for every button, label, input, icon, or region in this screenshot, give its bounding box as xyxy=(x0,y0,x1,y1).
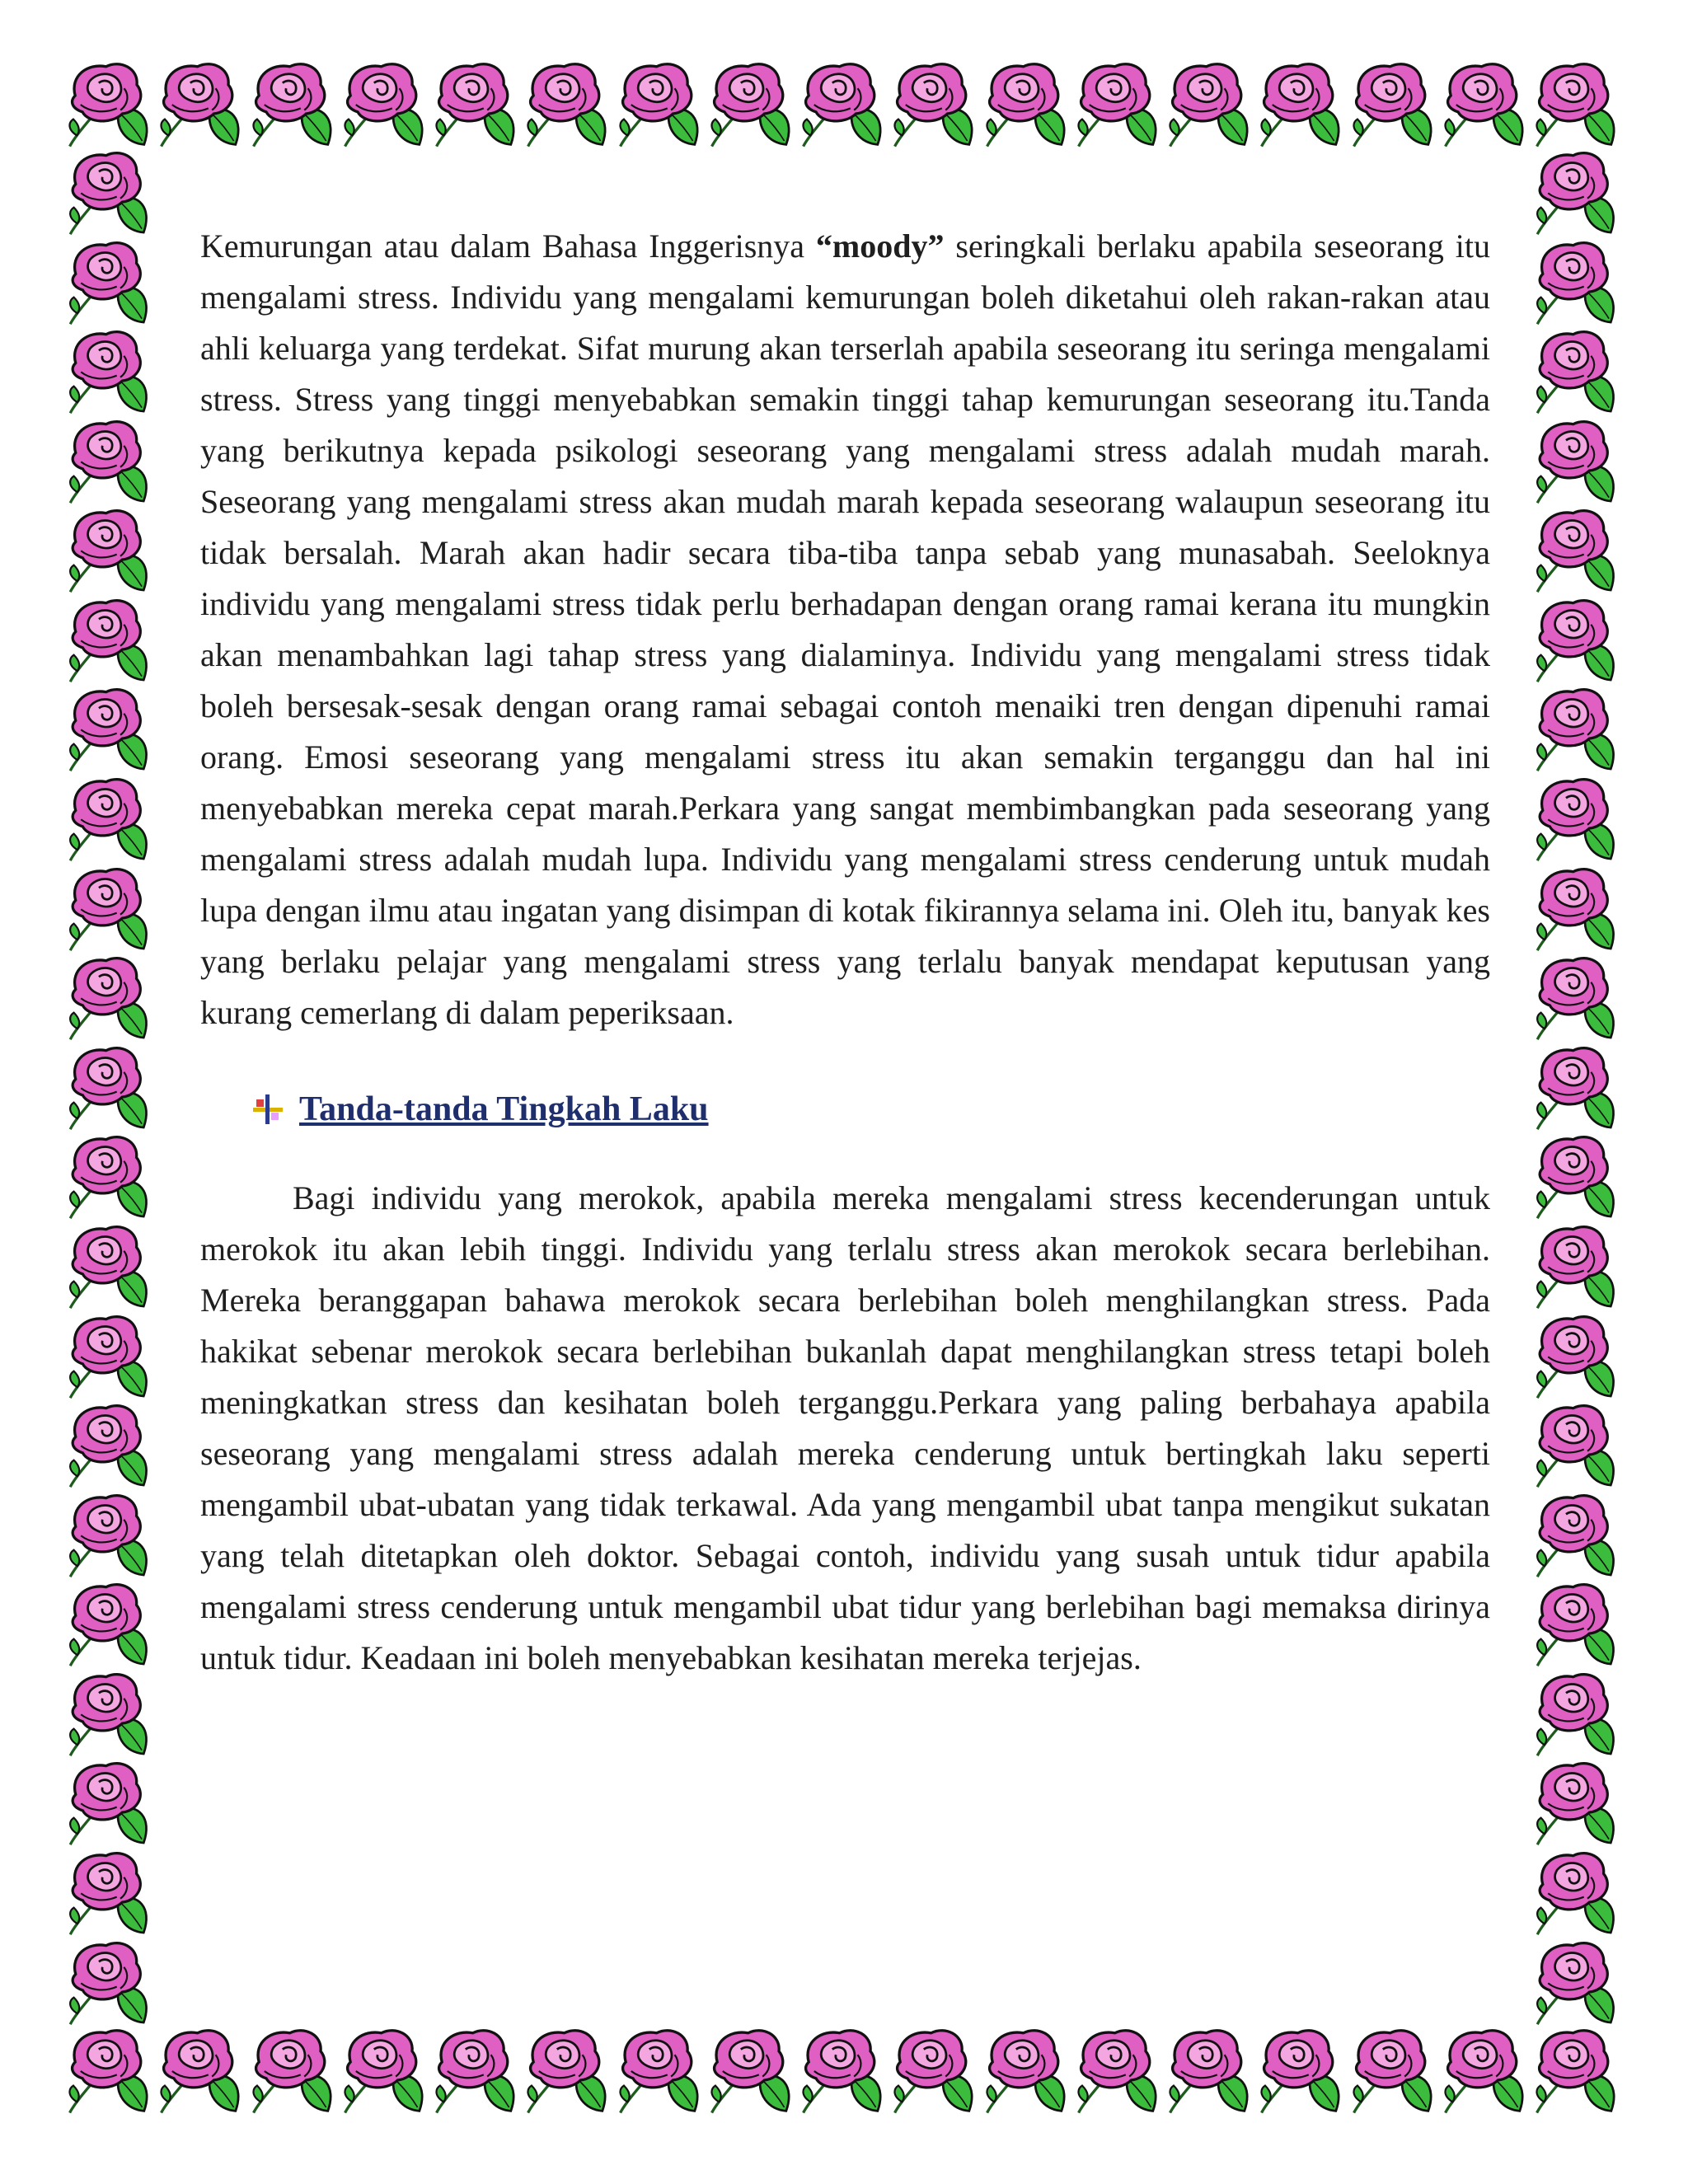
rose-icon xyxy=(1073,2026,1164,2116)
rose-icon xyxy=(1073,59,1164,150)
rose-icon xyxy=(64,865,155,954)
rose-icon xyxy=(248,2026,339,2116)
rose-icon xyxy=(1531,775,1622,865)
rose-icon xyxy=(1440,2026,1531,2116)
rose-icon xyxy=(64,1580,155,1670)
rose-icon xyxy=(706,2026,797,2116)
rose-icon xyxy=(615,2026,706,2116)
rose-icon xyxy=(64,238,155,328)
para1-intro: Kemurungan atau dalam Bahasa Inggerisnya xyxy=(200,227,816,265)
rose-icon xyxy=(1531,1043,1622,1133)
rose-icon xyxy=(64,506,155,596)
rose-icon xyxy=(64,1043,155,1133)
rose-icon xyxy=(1531,865,1622,954)
rose-icon xyxy=(64,1491,155,1581)
rose-icon xyxy=(1531,1222,1622,1312)
rose-icon xyxy=(64,1312,155,1402)
rose-icon xyxy=(1440,59,1531,150)
rose-border-bottom xyxy=(64,2026,1622,2116)
rose-icon xyxy=(156,2026,246,2116)
rose-icon xyxy=(64,596,155,686)
rose-icon xyxy=(1531,417,1622,507)
rose-icon xyxy=(64,148,155,238)
rose-icon xyxy=(615,59,706,150)
paragraph-kemurungan xyxy=(200,221,1490,1038)
para1-body: seringkali berlaku apabila seseorang itu mengalami stress. Individu yang mengalami kemurungan boleh diketahui oleh rakan-rakan atau ahli keluarga yang terdekat. Sifat murung akan terserlah apabila seseorang itu seringa mengalami stress. Stress yang tinggi menyebabkan semakin tinggi tahap kemurungan seseorang itu.Tanda yang berikutnya kepada psikologi seseorang yang mengalami stress adalah mudah marah. Seseorang yang mengalami stress akan mudah marah kepada seseorang walaupun seseorang itu tidak bersalah. Marah akan hadir secara tiba-tiba tanpa sebab yang munasabah. Seeloknya individu yang mengalami stress tidak perlu berhadapan dengan orang ramai kerana itu mungkin akan menambahkan lagi tahap stress yang dialaminya. Individu yang mengalami stress tidak boleh bersesak-sesak dengan orang ramai sebagai contoh menaiki tren dengan dipenuhi ramai orang. Emosi seseorang yang mengalami stress itu akan semakin terganggu dan hal ini menyebabkan mereka cepat marah.Perkara yang sangat membimbangkan pada seseorang yang mengalami stress adalah mudah lupa. Individu yang mengalami stress cenderung untuk mudah lupa dengan ilmu atau ingatan yang disimpan di kotak fikirannya selama ini. Oleh itu, banyak kes yang berlaku pelajar yang mengalami stress yang terlalu banyak mendapat keputusan yang kurang cemerlang di dalam peperiksaan. xyxy=(200,227,1490,1031)
rose-icon xyxy=(1531,506,1622,596)
rose-icon xyxy=(340,2026,430,2116)
rose-icon xyxy=(1531,1759,1622,1849)
rose-icon xyxy=(64,1938,155,2028)
rose-icon xyxy=(1531,1132,1622,1222)
rose-icon xyxy=(1531,596,1622,686)
rose-icon xyxy=(523,59,613,150)
rose-icon xyxy=(1531,59,1622,150)
rose-icon xyxy=(1531,954,1622,1043)
rose-icon xyxy=(798,2026,889,2116)
rose-icon xyxy=(1531,685,1622,775)
rose-icon xyxy=(1165,59,1255,150)
paragraph-tingkah-laku: Bagi individu yang merokok, apabila mereka mengalami stress kecenderungan untuk merokok itu akan lebih tinggi. Individu yang terlalu stress akan merokok secara berlebihan. Mereka beranggapan bahawa merokok secara berlebihan boleh menghilangkan stress. Pada hakikat sebenar merokok secara berlebihan bukanlah dapat menghilangkan stress tetapi boleh meningkatkan stress dan kesihatan boleh terganggu.Perkara yang paling berbahaya apabila seseorang yang mengalami stress adalah mereka cenderung untuk bertingkah laku seperti mengambil ubat-ubatan yang tidak terkawal. Ada yang mengambil ubat tanpa mengikut sukatan yang telah ditetapkan oleh doktor. Sebagai contoh, individu yang susah untuk tidur apabila mengalami stress cenderung untuk mengambil ubat tidur yang berlebihan bagi memaksa dirinya untuk tidur. Keadaan ini boleh menyebabkan kesihatan mereka terjejas. xyxy=(200,1179,1490,1676)
rose-icon xyxy=(64,1849,155,1938)
rose-icon xyxy=(1256,59,1347,150)
rose-icon xyxy=(340,59,430,150)
rose-icon xyxy=(1531,1312,1622,1402)
rose-icon xyxy=(64,1670,155,1760)
rose-icon xyxy=(64,685,155,775)
rose-icon xyxy=(1531,148,1622,238)
rose-icon xyxy=(64,2026,155,2116)
moody-term: “moody” xyxy=(815,227,945,265)
rose-icon xyxy=(64,775,155,865)
rose-icon xyxy=(1531,327,1622,417)
rose-icon xyxy=(1348,59,1439,150)
cross-bullet-icon xyxy=(251,1093,284,1126)
rose-icon xyxy=(64,417,155,507)
rose-icon xyxy=(706,59,797,150)
rose-border-right xyxy=(1531,148,1622,2027)
rose-icon xyxy=(1531,238,1622,328)
rose-border-top xyxy=(64,59,1622,150)
rose-icon xyxy=(1531,1670,1622,1760)
rose-icon xyxy=(798,59,889,150)
rose-icon xyxy=(431,2026,522,2116)
rose-icon xyxy=(64,327,155,417)
rose-icon xyxy=(982,2026,1072,2116)
rose-icon xyxy=(248,59,339,150)
rose-icon xyxy=(1531,1491,1622,1581)
rose-icon xyxy=(1531,1938,1622,2028)
rose-icon xyxy=(64,1401,155,1491)
rose-icon xyxy=(1256,2026,1347,2116)
rose-icon xyxy=(64,59,155,150)
rose-icon xyxy=(889,59,980,150)
rose-icon xyxy=(1165,2026,1255,2116)
rose-border-left xyxy=(64,148,155,2027)
rose-icon xyxy=(156,59,246,150)
rose-icon xyxy=(982,59,1072,150)
rose-icon xyxy=(64,1759,155,1849)
rose-icon xyxy=(64,1132,155,1222)
section-heading-tanda-tanda-tingkah-laku[interactable]: Tanda-tanda Tingkah Laku xyxy=(299,1090,709,1128)
rose-icon xyxy=(1531,1401,1622,1491)
rose-icon xyxy=(64,954,155,1043)
section-heading-row xyxy=(251,1084,1490,1135)
rose-icon xyxy=(1348,2026,1439,2116)
rose-icon xyxy=(889,2026,980,2116)
rose-icon xyxy=(1531,2026,1622,2116)
rose-icon xyxy=(1531,1849,1622,1938)
rose-icon xyxy=(431,59,522,150)
rose-icon xyxy=(64,1222,155,1312)
rose-icon xyxy=(1531,1580,1622,1670)
rose-icon xyxy=(523,2026,613,2116)
document-body xyxy=(200,221,1490,1684)
